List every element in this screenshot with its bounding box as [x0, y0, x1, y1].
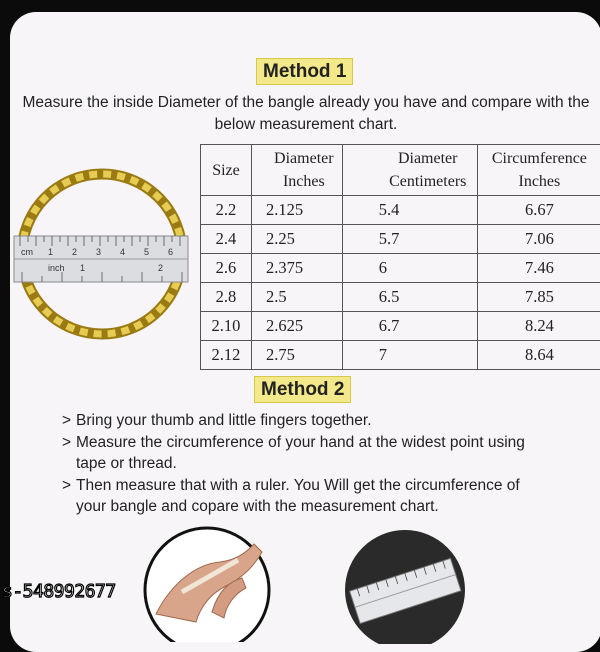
- bangle-ruler-illustration: [10, 162, 198, 342]
- header-diameter-inches: Diameter Inches: [251, 145, 342, 196]
- measurement-chart: [200, 144, 600, 370]
- size-guide-card: [10, 12, 600, 652]
- table-row: 2.8 2.5 6.5 7.85: [201, 283, 600, 312]
- list-item: > Measure the circumference of your hand at the widest point using tape or thread.: [62, 432, 546, 475]
- header-diameter-cm: Diameter Centimeters: [342, 145, 477, 196]
- ruler-unit-inch: inch: [48, 263, 65, 273]
- svg-text:3: 3: [96, 247, 101, 257]
- svg-text:1: 1: [80, 263, 85, 273]
- table-row: 2.2 2.125 5.4 6.67: [201, 196, 600, 225]
- arrow-icon: >: [62, 432, 76, 475]
- method1-instruction: Measure the inside Diameter of the bangle already you have and compare with the below measurement chart.: [14, 92, 598, 136]
- ruler-measure-image: [340, 524, 470, 644]
- chart-header-row: [201, 145, 600, 196]
- method2-title: Method 2: [254, 376, 351, 403]
- table-row: 2.10 2.625 6.7 8.24: [201, 312, 600, 341]
- watermark-id: s-548992677: [2, 581, 116, 602]
- ruler-unit-cm: cm: [21, 247, 33, 257]
- header-size: Size: [201, 145, 252, 196]
- svg-text:5: 5: [144, 247, 149, 257]
- method2-steps: [62, 410, 546, 518]
- table-row: 2.12 2.75 7 8.64: [201, 341, 600, 370]
- svg-text:4: 4: [120, 247, 125, 257]
- table-row: 2.4 2.25 5.7 7.06: [201, 225, 600, 254]
- method1-title: Method 1: [256, 58, 353, 85]
- table-row: 2.6 2.375 6 7.46: [201, 254, 600, 283]
- hand-measure-image: [142, 522, 272, 642]
- svg-text:2: 2: [158, 263, 163, 273]
- svg-text:1: 1: [48, 247, 53, 257]
- list-item: > Bring your thumb and little fingers together.: [62, 410, 546, 432]
- list-item: > Then measure that with a ruler. You Will get the circumference of your bangle and copare with the measurement chart.: [62, 475, 546, 518]
- svg-text:6: 6: [168, 247, 173, 257]
- arrow-icon: >: [62, 475, 76, 518]
- arrow-icon: >: [62, 410, 76, 432]
- svg-text:2: 2: [72, 247, 77, 257]
- header-circumference: Circumference Inches: [477, 145, 600, 196]
